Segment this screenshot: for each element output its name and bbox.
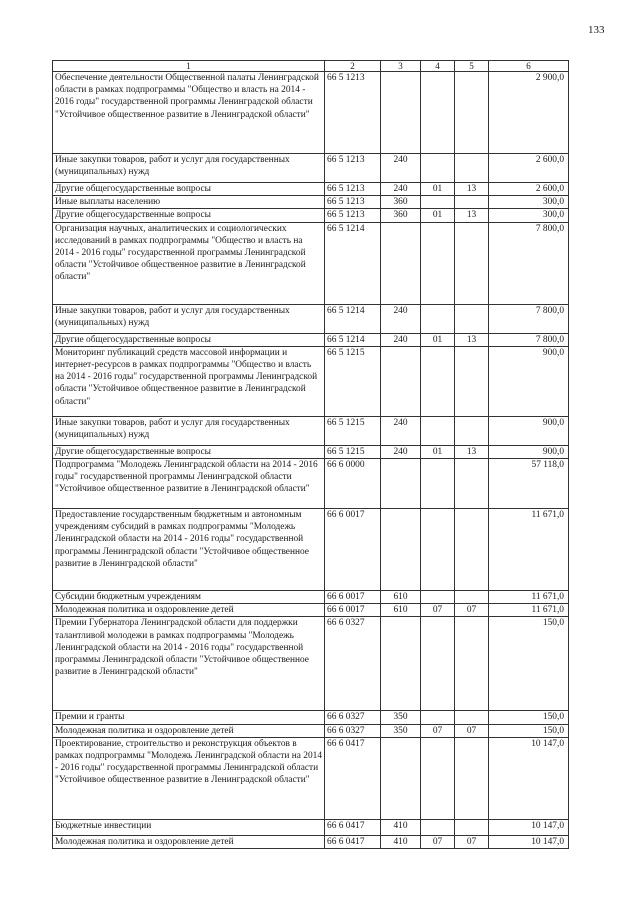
header-cell: 1 (53, 61, 325, 72)
cell-name: Премии и гранты (53, 711, 325, 724)
cell-name: Иные закупки товаров, работ и услуг для государственных (муниципальных) нужд (53, 154, 325, 183)
header-cell: 2 (325, 61, 381, 72)
table-row (53, 604, 569, 617)
cell-pr (455, 591, 489, 604)
cell-code: 66 5 1215 (325, 445, 381, 458)
cell-sum: 11 671,0 (489, 604, 569, 617)
cell-name: Молодежная политика и оздоровление детей (53, 724, 325, 737)
cell-code: 66 5 1213 (325, 154, 381, 183)
cell-name: Молодежная политика и оздоровление детей (53, 604, 325, 617)
cell-name: Премии Губернатора Ленинградской области для поддержки талантливой молодежи в рамках подпрограммы "Молодежь Ленинградской области на 2014 - 2016 годы" государственной программы Ленинградской области "Устойчивое общественное развитие в Ленинградской области" (53, 617, 325, 711)
cell-code: 66 5 1214 (325, 333, 381, 346)
cell-rz (421, 222, 455, 304)
cell-pr (455, 509, 489, 591)
cell-sum: 10 147,0 (489, 737, 569, 819)
cell-name: Обеспечение деятельности Общественной палаты Ленинградской области в рамках подпрограммы "Общество и власть на 2014 - 2016 годы" государственной программы Ленинградской области "Устойчивое общественное развитие в Ленинградской области" (53, 72, 325, 154)
cell-code: 66 5 1215 (325, 416, 381, 445)
table-row (53, 459, 569, 509)
cell-pr (455, 711, 489, 724)
cell-code: 66 5 1213 (325, 196, 381, 209)
cell-name: Проектирование, строительство и реконструкция объектов в рамках подпрограммы "Молодежь Ленинградской области на 2014 - 2016 годы" государственной программы Ленинградской области "Устойчивое общественное развитие в Ленинградской области" (53, 737, 325, 819)
cell-rz (421, 591, 455, 604)
cell-rz (421, 819, 455, 835)
cell-pr (455, 196, 489, 209)
cell-code: 66 5 1214 (325, 304, 381, 333)
cell-pr: 13 (455, 183, 489, 196)
header-cell: 3 (381, 61, 421, 72)
table-row (53, 445, 569, 458)
cell-rz (421, 304, 455, 333)
cell-code: 66 5 1213 (325, 209, 381, 222)
cell-vr (381, 737, 421, 819)
cell-code: 66 6 0327 (325, 724, 381, 737)
cell-pr (455, 304, 489, 333)
cell-sum: 150,0 (489, 711, 569, 724)
cell-code: 66 5 1213 (325, 72, 381, 154)
cell-rz: 01 (421, 209, 455, 222)
cell-pr (455, 72, 489, 154)
cell-rz (421, 154, 455, 183)
header-cell: 6 (489, 61, 569, 72)
cell-vr: 410 (381, 835, 421, 848)
cell-pr (455, 819, 489, 835)
cell-sum: 150,0 (489, 617, 569, 711)
table-row (53, 617, 569, 711)
cell-rz (421, 346, 455, 416)
cell-sum: 300,0 (489, 196, 569, 209)
cell-vr (381, 222, 421, 304)
cell-vr: 240 (381, 154, 421, 183)
cell-vr: 360 (381, 196, 421, 209)
cell-rz: 07 (421, 835, 455, 848)
cell-name: Бюджетные инвестиции (53, 819, 325, 835)
cell-pr (455, 416, 489, 445)
table-row (53, 304, 569, 333)
cell-sum: 2 600,0 (489, 154, 569, 183)
cell-name: Субсидии бюджетным учреждениям (53, 591, 325, 604)
cell-vr: 240 (381, 333, 421, 346)
cell-pr: 07 (455, 724, 489, 737)
cell-sum: 7 800,0 (489, 304, 569, 333)
cell-rz (421, 196, 455, 209)
cell-rz (421, 72, 455, 154)
cell-pr (455, 617, 489, 711)
cell-rz: 07 (421, 604, 455, 617)
cell-name: Иные закупки товаров, работ и услуг для государственных (муниципальных) нужд (53, 304, 325, 333)
header-cell: 5 (455, 61, 489, 72)
cell-code: 66 5 1213 (325, 183, 381, 196)
cell-sum: 300,0 (489, 209, 569, 222)
cell-pr: 13 (455, 333, 489, 346)
cell-vr: 240 (381, 183, 421, 196)
cell-rz (421, 737, 455, 819)
cell-pr (455, 222, 489, 304)
cell-vr (381, 346, 421, 416)
cell-code: 66 6 0417 (325, 819, 381, 835)
cell-name: Подпрограмма "Молодежь Ленинградской области на 2014 - 2016 годы" государственной программы Ленинградской области "Устойчивое общественное развитие в Ленинградской области" (53, 459, 325, 509)
cell-code: 66 6 0017 (325, 509, 381, 591)
table-row (53, 416, 569, 445)
cell-sum: 150,0 (489, 724, 569, 737)
cell-vr (381, 459, 421, 509)
cell-vr: 610 (381, 604, 421, 617)
cell-code: 66 6 0327 (325, 711, 381, 724)
cell-sum: 7 800,0 (489, 333, 569, 346)
cell-pr: 13 (455, 209, 489, 222)
table-row (53, 209, 569, 222)
cell-pr (455, 459, 489, 509)
cell-name: Иные выплаты населению (53, 196, 325, 209)
table-row (53, 346, 569, 416)
cell-rz: 01 (421, 445, 455, 458)
cell-sum: 57 118,0 (489, 459, 569, 509)
cell-code: 66 6 0017 (325, 591, 381, 604)
cell-vr: 410 (381, 819, 421, 835)
cell-name: Предоставление государственным бюджетным и автономным учреждениям субсидий в рамках подпрограммы "Молодежь Ленинградской области на 2014 - 2016 годы" государственной программы Ленинградской области "Устойчивое общественное развитие в Ленинградской области" (53, 509, 325, 591)
budget-table (52, 60, 569, 849)
table-row (53, 819, 569, 835)
cell-vr: 240 (381, 416, 421, 445)
header-cell: 4 (421, 61, 455, 72)
cell-name: Молодежная политика и оздоровление детей (53, 835, 325, 848)
cell-rz (421, 416, 455, 445)
table-row (53, 711, 569, 724)
cell-rz: 01 (421, 183, 455, 196)
cell-pr: 13 (455, 445, 489, 458)
cell-rz (421, 509, 455, 591)
table-header-row (53, 61, 569, 72)
table-row (53, 183, 569, 196)
cell-code: 66 6 0000 (325, 459, 381, 509)
cell-code: 66 5 1214 (325, 222, 381, 304)
cell-name: Иные закупки товаров, работ и услуг для государственных (муниципальных) нужд (53, 416, 325, 445)
table-row (53, 196, 569, 209)
table-row (53, 222, 569, 304)
cell-pr: 07 (455, 835, 489, 848)
cell-sum: 900,0 (489, 416, 569, 445)
cell-vr: 360 (381, 209, 421, 222)
cell-rz (421, 459, 455, 509)
cell-sum: 900,0 (489, 346, 569, 416)
cell-rz (421, 617, 455, 711)
page-number: 133 (588, 24, 605, 36)
cell-vr (381, 509, 421, 591)
cell-sum: 11 671,0 (489, 591, 569, 604)
table-row (53, 737, 569, 819)
cell-rz: 07 (421, 724, 455, 737)
cell-name: Другие общегосударственные вопросы (53, 445, 325, 458)
cell-vr (381, 72, 421, 154)
cell-rz (421, 711, 455, 724)
cell-vr: 350 (381, 711, 421, 724)
cell-sum: 7 800,0 (489, 222, 569, 304)
cell-pr (455, 154, 489, 183)
cell-name: Другие общегосударственные вопросы (53, 209, 325, 222)
cell-sum: 2 900,0 (489, 72, 569, 154)
cell-vr: 350 (381, 724, 421, 737)
cell-sum: 900,0 (489, 445, 569, 458)
cell-vr: 610 (381, 591, 421, 604)
table-row (53, 835, 569, 848)
table-row (53, 154, 569, 183)
cell-sum: 10 147,0 (489, 819, 569, 835)
cell-vr: 240 (381, 304, 421, 333)
cell-pr: 07 (455, 604, 489, 617)
cell-name: Организация научных, аналитических и социологических исследований в рамках подпрограммы "Общество и власть на 2014 - 2016 годы" государственной программы Ленинградской области "Устойчивое общественное развитие в Ленинградской области" (53, 222, 325, 304)
cell-code: 66 5 1215 (325, 346, 381, 416)
cell-code: 66 6 0417 (325, 737, 381, 819)
cell-code: 66 6 0017 (325, 604, 381, 617)
cell-pr (455, 737, 489, 819)
cell-vr: 240 (381, 445, 421, 458)
cell-pr (455, 346, 489, 416)
table-row (53, 333, 569, 346)
cell-vr (381, 617, 421, 711)
cell-name: Другие общегосударственные вопросы (53, 183, 325, 196)
cell-name: Другие общегосударственные вопросы (53, 333, 325, 346)
cell-name: Мониторинг публикаций средств массовой информации и интернет-ресурсов в рамках подпрограммы "Общество и власть на 2014 - 2016 годы" государственной программы Ленинградской области "Устойчивое общественное развитие в Ленинградской области" (53, 346, 325, 416)
cell-code: 66 6 0327 (325, 617, 381, 711)
table-row (53, 724, 569, 737)
cell-sum: 2 600,0 (489, 183, 569, 196)
cell-rz: 01 (421, 333, 455, 346)
cell-code: 66 6 0417 (325, 835, 381, 848)
cell-sum: 11 671,0 (489, 509, 569, 591)
table-row (53, 72, 569, 154)
cell-sum: 10 147,0 (489, 835, 569, 848)
table-row (53, 591, 569, 604)
table-row (53, 509, 569, 591)
